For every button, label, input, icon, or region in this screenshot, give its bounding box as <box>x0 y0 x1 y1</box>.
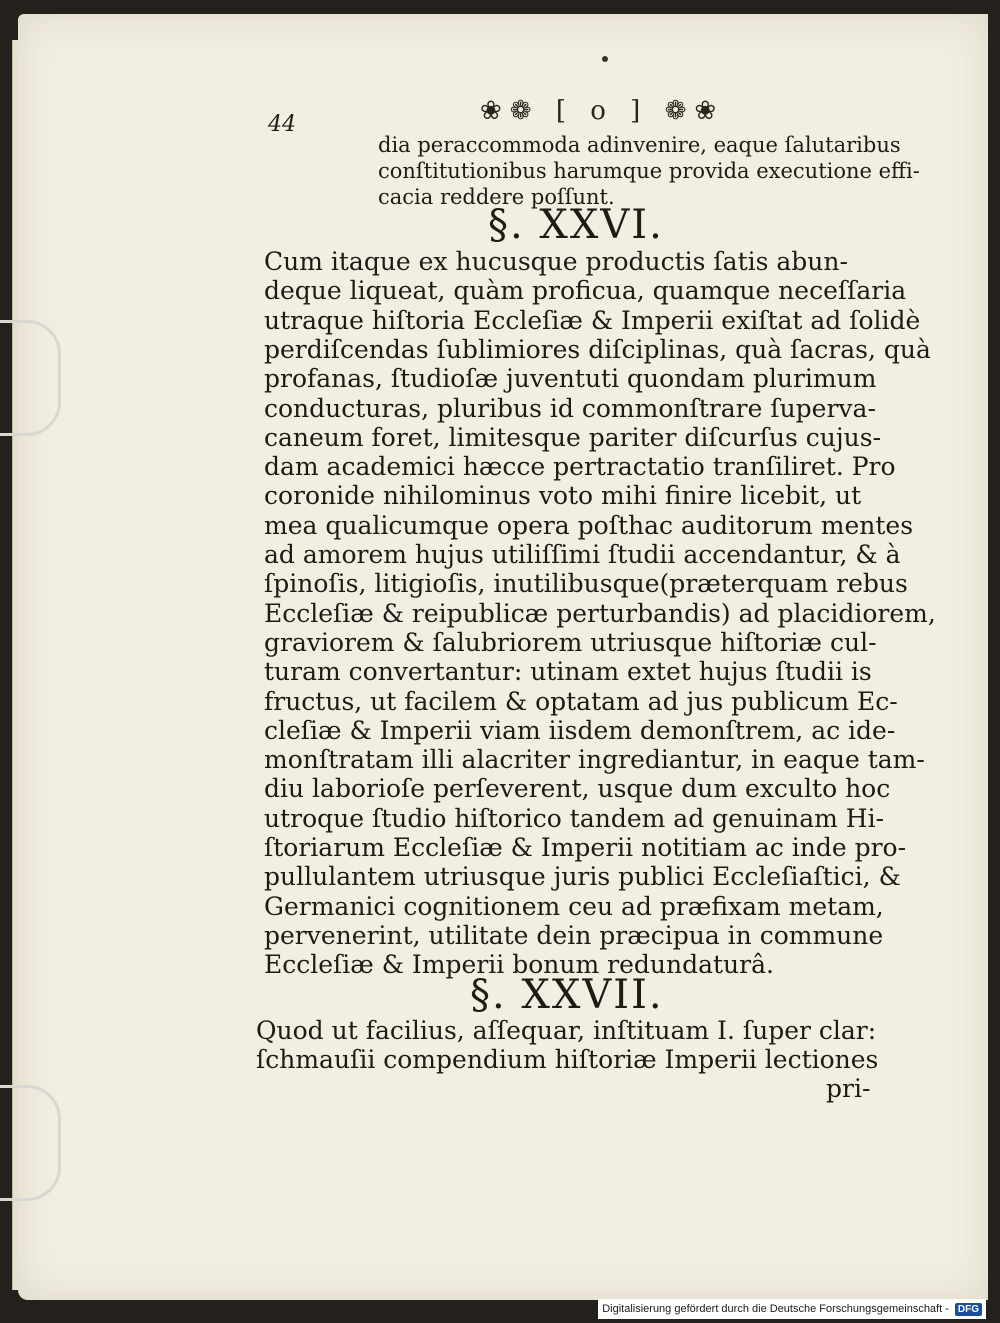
text-line: pervenerint, utilitate dein præcipua in commune <box>264 920 884 950</box>
text-line: diu laborioſe perſeverent, usque dum exculto hoc <box>264 774 891 804</box>
digitization-footer <box>598 1299 986 1319</box>
text-line: ſpinoſis, litigioſis, inutilibusque(præterquam rebus <box>264 569 908 599</box>
text-line: turam convertantur: utinam extet hujus ſtudii is <box>264 657 872 687</box>
text-line: Cum itaque ex hucusque productis ſatis abun- <box>264 247 848 276</box>
text-line: coronide nihilominus voto mihi finire licebit, ut <box>264 481 862 511</box>
text-line: utroque ſtudio hiſtorico tandem ad genuinam Hi- <box>264 803 885 833</box>
section-heading-xxvii: §. XXVII. <box>470 972 664 1018</box>
binder-clip-bottom <box>0 1085 61 1201</box>
binder-clip-top <box>0 320 61 436</box>
text-line: conducturas, pluribus id commonſtrare ſuperva- <box>264 393 876 423</box>
ornament-dot <box>602 56 608 62</box>
text-line: graviorem & ſalubriorem utriusque hiſtoriæ cul- <box>264 627 877 657</box>
text-line: Germanici cognitionem ceu ad præfixam metam, <box>264 891 884 921</box>
text-line: profanas, ſtudioſæ juventuti quondam plurimum <box>264 364 877 394</box>
text-line: monſtratam illi alacriter ingrediantur, in eaque tam- <box>264 745 925 775</box>
text-line: cleſiæ & Imperii viam iisdem demonſtrem, ac ide- <box>264 715 896 745</box>
text-line: caneum foret, limitesque pariter diſcurſus cujus- <box>264 422 882 452</box>
text-line: Eccleſiæ & reipublicæ perturbandis) ad placidiorem, <box>264 598 936 628</box>
text-line: conſtitutionibus harumque provida executione effi- <box>378 159 920 183</box>
text-line: Eccleſiæ & Imperii bonum redundaturâ. <box>264 950 774 980</box>
text-line: utraque hiſtoria Eccleſiæ & Imperii exiſtat ad ſolidè <box>264 305 921 335</box>
text-line: dam academici hæcce pertractatio tranſiliret. Pro <box>264 452 896 482</box>
catchword: pri- <box>826 1074 871 1103</box>
text-line: dia peraccommoda adinvenire, eaque ſalutaribus <box>378 133 901 157</box>
dfg-logo: DFG <box>955 1303 982 1316</box>
text-line: deque liqueat, quàm proficua, quamque neceſſaria <box>264 276 907 306</box>
footer-credit: Digitalisierung gefördert durch die Deutsche Forschungsgemeinschaft - <box>602 1303 949 1315</box>
section-heading-xxvi: §. XXVI. <box>488 202 664 248</box>
header-ornament: ❀❁ [ o ] ❁❀ <box>480 96 725 126</box>
text-line: ad amorem hujus utiliſſimi ſtudii accendantur, & à <box>264 540 901 569</box>
text-line: fructus, ut facilem & optatam ad jus publicum Ec- <box>264 686 898 716</box>
text-line: Quod ut facilius, aſſequar, inſtituam I. ſuper clar: <box>256 1016 877 1045</box>
text-line: pullulantem utriusque juris publici Eccleſiaſtici, & <box>264 862 901 892</box>
text-line: ſtoriarum Eccleſiæ & Imperii notitiam ac inde pro- <box>264 833 907 862</box>
text-line: cacia reddere poſſunt. <box>378 185 615 209</box>
text-line: perdiſcendas ſublimiores diſciplinas, quà ſacras, quà <box>264 334 931 364</box>
text-line: mea qualicumque opera poſthac auditorum mentes <box>264 510 914 540</box>
page-number: 44 <box>268 112 296 137</box>
text-line: ſchmauſii compendium hiſtoriæ Imperii lectiones <box>256 1045 879 1074</box>
